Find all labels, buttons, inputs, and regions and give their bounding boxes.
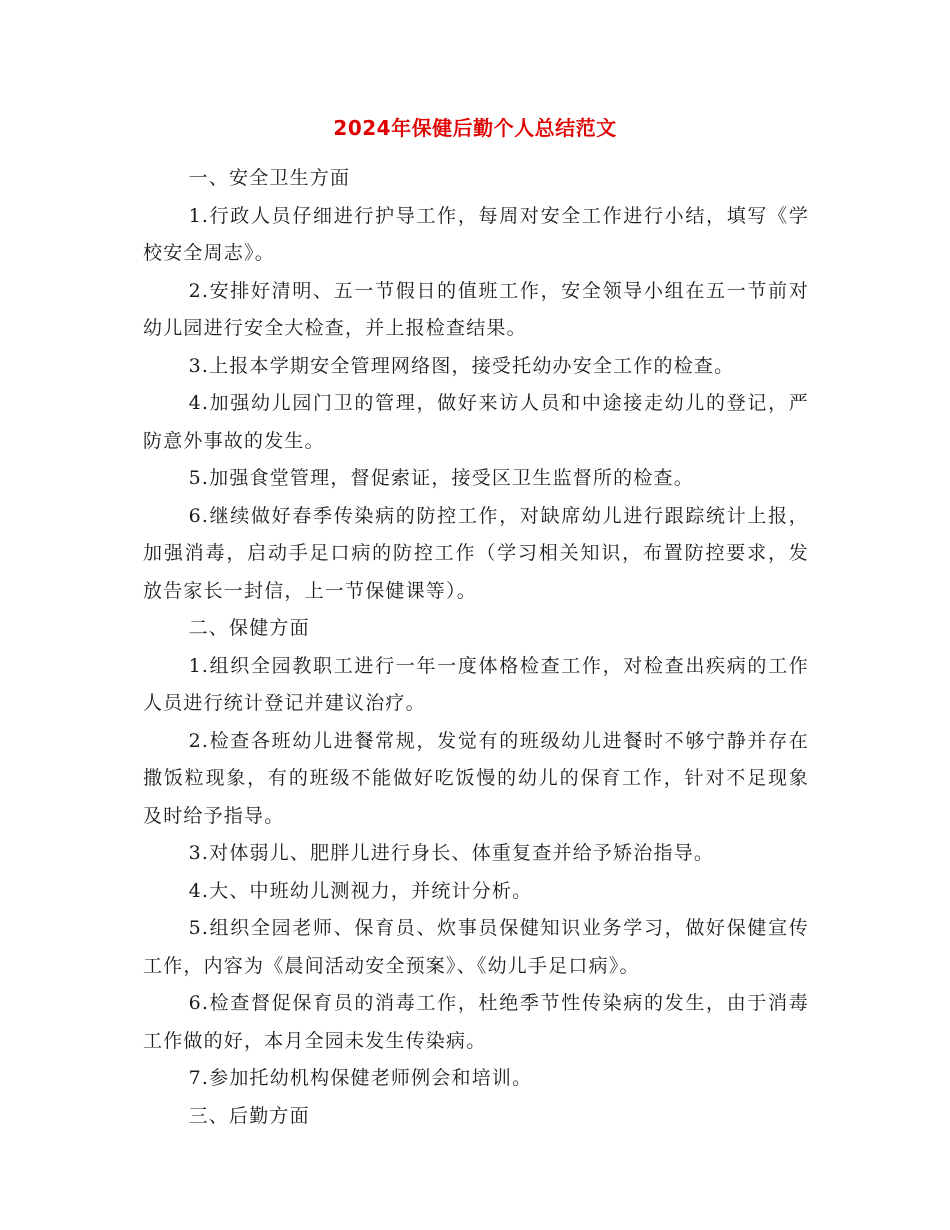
paragraph-safety-5: 5.加强食堂管理，督促索证，接受区卫生监督所的检查。 — [188, 467, 694, 489]
paragraph-safety-3: 3.上报本学期安全管理网络图，接受托幼办安全工作的检查。 — [188, 354, 735, 377]
paragraph-health-1: 1.组织全园教职工进行一年一度体格检查工作，对检查出疾病的工作人员进行统计登记并建议治疗。 — [143, 654, 809, 714]
paragraph-health-2: 2.检查各班幼儿进餐常规，发觉有的班级幼儿进餐时不够宁静并存在撒饭粒现象，有的班级不能做好吃饭慢的幼儿的保育工作，针对不足现象及时给予指导。 — [143, 729, 809, 827]
paragraph-safety-4: 4.加强幼儿园门卫的管理，做好来访人员和中途接走幼儿的登记，严防意外事故的发生。 — [143, 392, 809, 452]
paragraph-safety-6: 6.继续做好春季传染病的防控工作，对缺席幼儿进行跟踪统计上报，加强消毒，启动手足口病的防控工作（学习相关知识，布置防控要求，发放告家长一封信，上一节保健课等）。 — [143, 504, 809, 602]
paragraph-safety-1: 1.行政人员仔细进行护导工作，每周对安全工作进行小结，填写《学校安全周志》。 — [143, 204, 809, 264]
paragraph-health-3: 3.对体弱儿、肥胖儿进行身长、体重复查并给予矫治指导。 — [188, 842, 715, 864]
paragraph-safety-2: 2.安排好清明、五一节假日的值班工作，安全领导小组在五一节前对幼儿园进行安全大检查，并上报检查结果。 — [143, 279, 809, 339]
document-body — [143, 160, 809, 1135]
section-heading-logistics: 三、后勤方面 — [188, 1104, 310, 1127]
document-title: 2024年保健后勤个人总结范文 — [333, 116, 617, 140]
paragraph-health-7: 7.参加托幼机构保健老师例会和培训。 — [188, 1067, 533, 1089]
paragraph-health-6: 6.检查督促保育员的消毒工作，杜绝季节性传染病的发生，由于消毒工作做的好，本月全园未发生传染病。 — [143, 992, 809, 1052]
paragraph-health-4: 4.大、中班幼儿测视力，并统计分析。 — [188, 879, 533, 902]
section-heading-safety: 一、安全卫生方面 — [188, 167, 351, 189]
paragraph-health-5: 5.组织全园老师、保育员、炊事员保健知识业务学习，做好保健宣传工作，内容为《晨间活动安全预案》、《幼儿手足口病》。 — [143, 917, 809, 977]
section-heading-health: 二、保健方面 — [188, 617, 310, 639]
